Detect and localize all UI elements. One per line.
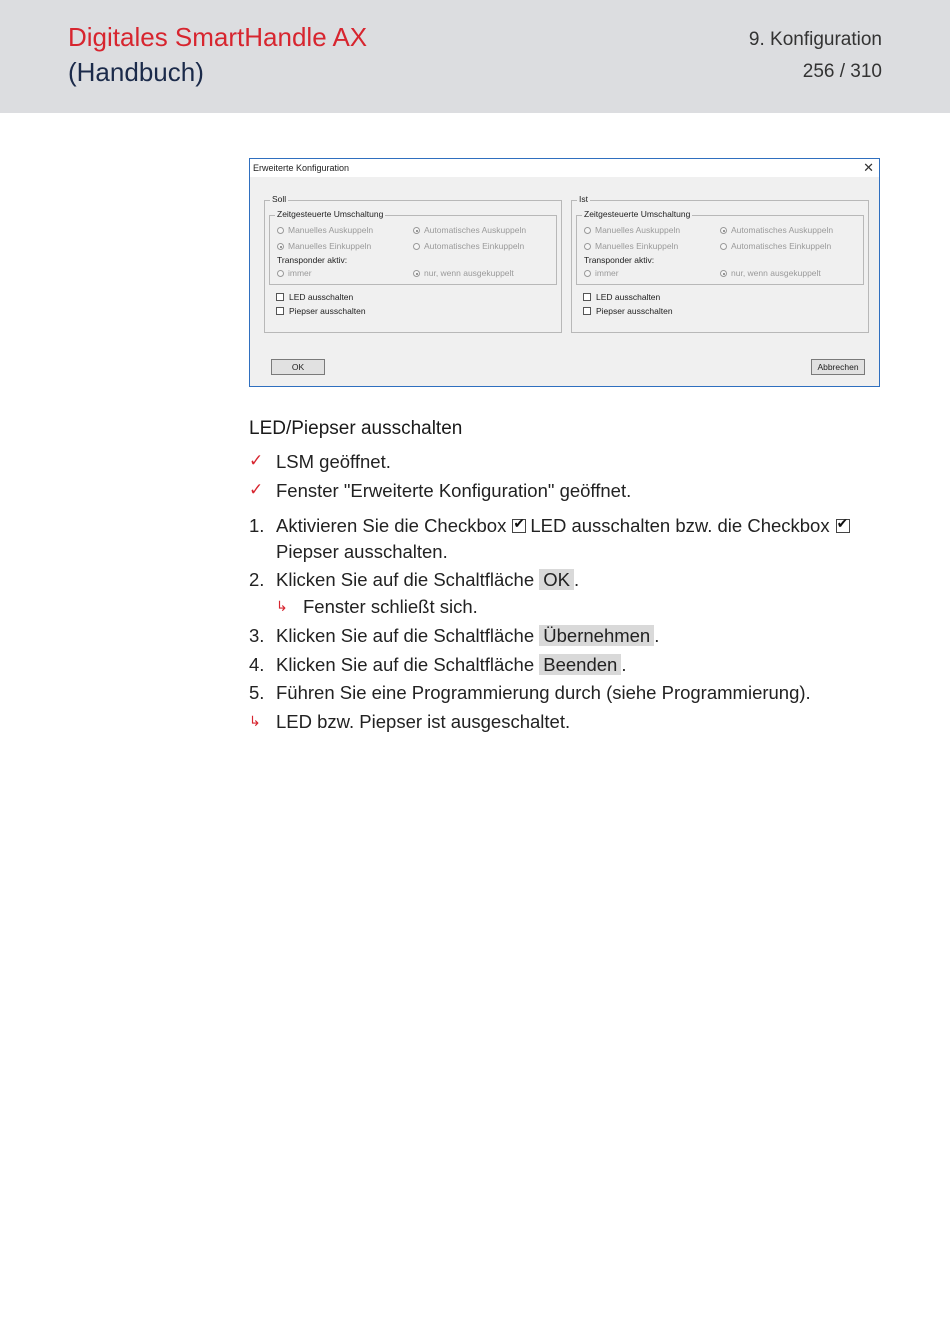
dialog-title: Erweiterte Konfiguration xyxy=(253,163,350,173)
step-1-line-1 xyxy=(276,515,854,537)
prerequisite-2: Fenster "Erweiterte Konfiguration" geöffnet. xyxy=(276,480,632,501)
radio-icon xyxy=(277,270,284,277)
ist-beeper-checkbox[interactable]: Piepser ausschalten xyxy=(583,306,673,316)
checkmark-icon: ✓ xyxy=(249,480,264,499)
step-1-line-2: Piepser ausschalten. xyxy=(276,541,448,562)
advanced-config-dialog xyxy=(249,158,880,387)
soll-radio-only-decoupled[interactable]: nur, wenn ausgekuppelt xyxy=(413,268,514,278)
radio-icon xyxy=(277,227,284,234)
dialog-titlebar xyxy=(250,159,879,177)
ok-button-ref: OK xyxy=(539,569,574,590)
apply-button-ref: Übernehmen xyxy=(539,625,654,646)
soll-timed-switch-group xyxy=(269,209,557,285)
soll-radio-always[interactable]: immer xyxy=(277,268,312,278)
radio-icon xyxy=(584,243,591,250)
ist-radio-manual-decouple[interactable]: Manuelles Auskuppeln xyxy=(584,225,680,235)
ist-group xyxy=(571,194,869,333)
prerequisite-1: LSM geöffnet. xyxy=(276,451,391,472)
chapter-label: 9. Konfiguration xyxy=(748,29,882,50)
ist-timed-switch-label: Zeitgesteuerte Umschaltung xyxy=(584,209,691,219)
checkmark-icon: ✓ xyxy=(249,451,264,470)
radio-icon xyxy=(720,243,727,250)
ok-button[interactable]: OK xyxy=(271,359,325,375)
step-1-text-b: LED ausschalten bzw. die Checkbox xyxy=(530,515,830,536)
ist-timed-switch-group xyxy=(576,209,864,285)
ist-radio-only-decoupled[interactable]: nur, wenn ausgekuppelt xyxy=(720,268,821,278)
ist-radio-auto-decouple[interactable]: Automatisches Auskuppeln xyxy=(720,225,833,235)
ist-radio-always[interactable]: immer xyxy=(584,268,619,278)
page-header xyxy=(0,0,950,113)
soll-led-checkbox[interactable]: LED ausschalten xyxy=(276,292,353,302)
close-icon[interactable]: ✕ xyxy=(863,160,874,175)
radio-selected-icon xyxy=(720,227,727,234)
soll-group xyxy=(264,194,562,333)
checkbox-icon xyxy=(276,293,284,301)
page-number: 256 / 310 xyxy=(802,61,882,82)
step-3: Klicken Sie auf die Schaltfläche Übernehmen . xyxy=(276,625,660,646)
ist-led-checkbox[interactable]: LED ausschalten xyxy=(583,292,660,302)
step-1-text-a: Aktivieren Sie die Checkbox xyxy=(276,515,507,536)
step-number: 3. xyxy=(249,625,265,646)
radio-selected-icon xyxy=(413,227,420,234)
step-5: Führen Sie eine Programmierung durch (siehe Programmierung). xyxy=(276,682,811,703)
ist-group-label: Ist xyxy=(579,194,588,204)
checked-checkbox-icon xyxy=(836,519,850,533)
soll-radio-auto-decouple[interactable]: Automatisches Auskuppeln xyxy=(413,225,526,235)
radio-icon xyxy=(584,227,591,234)
document-subtitle: (Handbuch) xyxy=(68,57,204,87)
ist-radio-manual-couple[interactable]: Manuelles Einkuppeln xyxy=(584,241,678,251)
step-2-result: Fenster schließt sich. xyxy=(303,596,478,617)
step-number: 1. xyxy=(249,515,265,536)
step-number: 4. xyxy=(249,654,265,675)
checkbox-icon xyxy=(583,307,591,315)
soll-radio-auto-couple[interactable]: Automatisches Einkuppeln xyxy=(413,241,524,251)
result-arrow-icon: ↳ xyxy=(249,713,261,729)
soll-beeper-checkbox[interactable]: Piepser ausschalten xyxy=(276,306,366,316)
soll-group-label: Soll xyxy=(272,194,287,204)
document-title: Digitales SmartHandle AX xyxy=(68,22,368,52)
radio-icon xyxy=(413,243,420,250)
cancel-button[interactable]: Abbrechen xyxy=(811,359,865,375)
ist-radio-auto-couple[interactable]: Automatisches Einkuppeln xyxy=(720,241,831,251)
checkbox-icon xyxy=(583,293,591,301)
checkbox-icon xyxy=(276,307,284,315)
result-arrow-icon: ↳ xyxy=(276,598,288,614)
soll-timed-switch-label: Zeitgesteuerte Umschaltung xyxy=(277,209,384,219)
step-2: Klicken Sie auf die Schaltfläche OK . xyxy=(276,569,580,590)
checked-checkbox-icon xyxy=(512,519,526,533)
radio-selected-icon xyxy=(277,243,284,250)
radio-selected-icon xyxy=(720,270,727,277)
radio-icon xyxy=(584,270,591,277)
step-number: 2. xyxy=(249,569,265,590)
ist-transponder-label: Transponder aktiv: xyxy=(584,255,655,265)
step-number: 5. xyxy=(249,682,265,703)
soll-radio-manual-couple[interactable]: Manuelles Einkuppeln xyxy=(277,241,371,251)
soll-radio-manual-decouple[interactable]: Manuelles Auskuppeln xyxy=(277,225,373,235)
final-result: LED bzw. Piepser ist ausgeschaltet. xyxy=(276,711,571,732)
step-4: Klicken Sie auf die Schaltfläche Beenden . xyxy=(276,654,627,675)
section-title: LED/Piepser ausschalten xyxy=(249,418,463,439)
radio-selected-icon xyxy=(413,270,420,277)
soll-transponder-label: Transponder aktiv: xyxy=(277,255,348,265)
finish-button-ref: Beenden xyxy=(539,654,621,675)
